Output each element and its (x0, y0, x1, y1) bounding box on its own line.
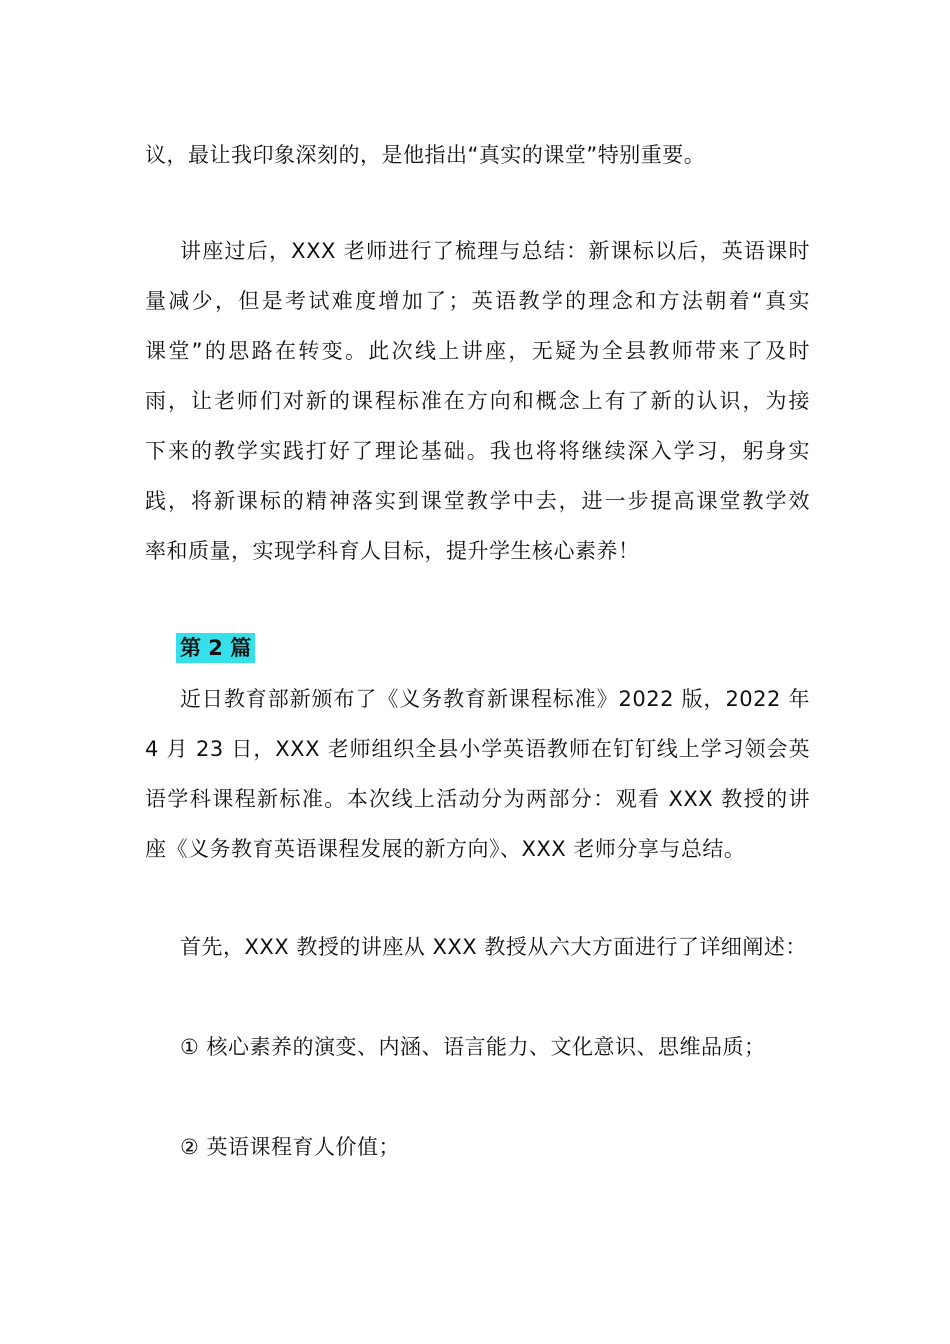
paragraph-line: 近日教育部新颁布了《义务教育新课程标准》2022 版，2022 年 (180, 687, 810, 711)
paragraph-line: 践，将新课标的精神落实到课堂教学中去，进一步提高课堂教学效 (145, 489, 810, 513)
paragraph-line: 课堂”的思路在转变。此次线上讲座，无疑为全县教师带来了及时 (145, 339, 810, 363)
paragraph-line: 讲座过后，XXX 老师进行了梳理与总结：新课标以后，英语课时 (180, 239, 810, 263)
paragraph-line: 下来的教学实践打好了理论基础。我也将将继续深入学习，躬身实 (145, 439, 810, 463)
paragraph-line: 座《义务教育英语课程发展的新方向》、XXX 老师分享与总结。 (145, 837, 746, 861)
list-item: ② 英语课程育人价值； (180, 1135, 401, 1159)
section-heading: 第 2 篇 (176, 633, 255, 663)
paragraph-line: 4 月 23 日，XXX 老师组织全县小学英语教师在钉钉线上学习领会英 (145, 737, 810, 761)
paragraph-line: 率和质量，实现学科育人目标，提升学生核心素养！ (145, 539, 640, 563)
paragraph-line: 量减少，但是考试难度增加了；英语教学的理念和方法朝着“真实 (145, 289, 810, 313)
paragraph-line: 雨，让老师们对新的课程标准在方向和概念上有了新的认识，为接 (145, 389, 810, 413)
paragraph-line: 议，最让我印象深刻的，是他指出“真实的课堂”特别重要。 (145, 143, 706, 167)
list-item: ① 核心素养的演变、内涵、语言能力、文化意识、思维品质； (180, 1035, 766, 1059)
paragraph-line: 首先，XXX 教授的讲座从 XXX 教授从六大方面进行了详细阐述： (180, 935, 807, 959)
paragraph-line: 语学科课程新标准。本次线上活动分为两部分：观看 XXX 教授的讲 (145, 787, 810, 811)
